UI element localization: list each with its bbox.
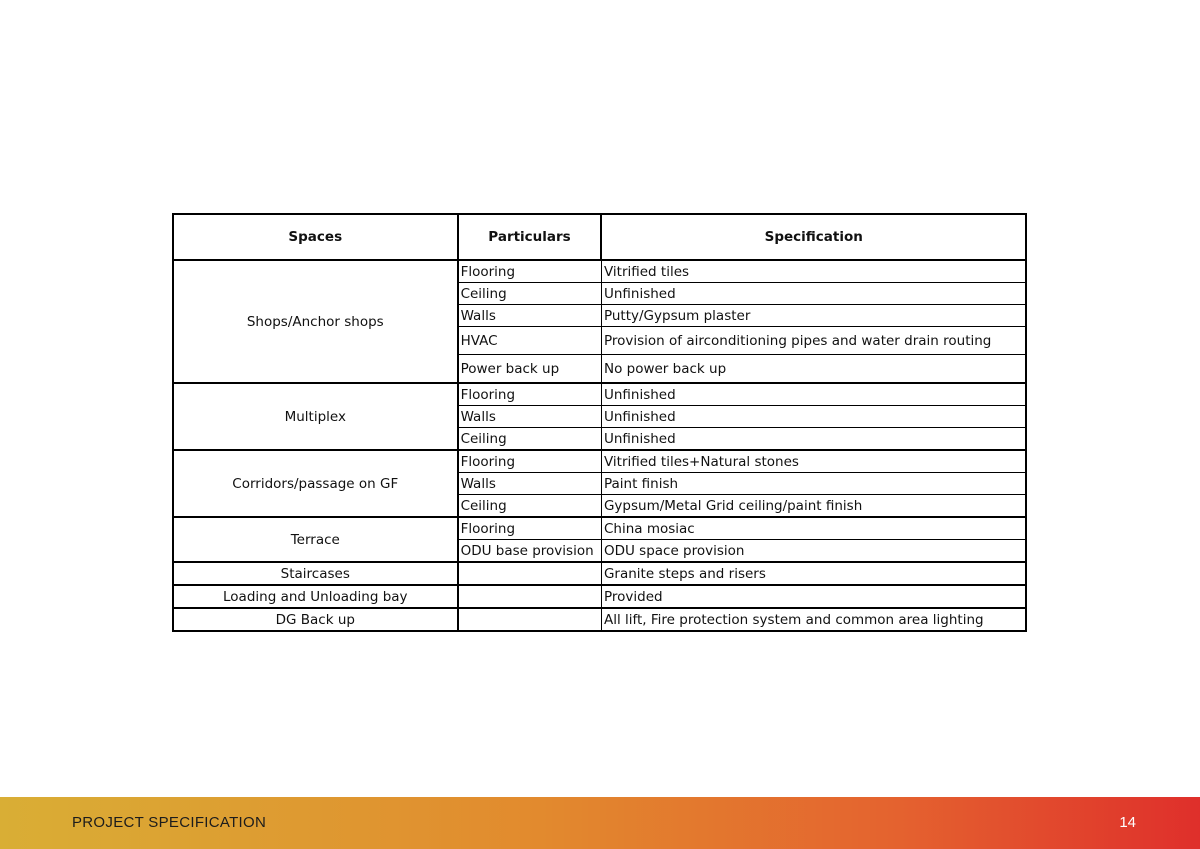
particular-cell: Flooring (458, 517, 602, 540)
space-cell: Multiplex (173, 383, 458, 450)
particular-cell (458, 608, 602, 631)
particular-cell (458, 585, 602, 608)
table-row (173, 383, 1026, 406)
table-row (173, 562, 1026, 585)
specification-cell: Vitrified tiles (601, 260, 1026, 283)
footer-bar (0, 797, 1200, 849)
specification-cell: Provided (601, 585, 1026, 608)
particular-cell: Flooring (458, 450, 602, 473)
specification-cell: Gypsum/Metal Grid ceiling/paint finish (601, 495, 1026, 518)
space-cell: Shops/Anchor shops (173, 260, 458, 383)
particular-cell: Power back up (458, 355, 602, 384)
specification-cell: Paint finish (601, 473, 1026, 495)
particular-cell: Walls (458, 305, 602, 327)
specification-cell: Unfinished (601, 428, 1026, 451)
space-cell: Loading and Unloading bay (173, 585, 458, 608)
particular-cell: Walls (458, 473, 602, 495)
header-specification: Specification (601, 214, 1026, 260)
specification-cell: Vitrified tiles+Natural stones (601, 450, 1026, 473)
header-spaces: Spaces (173, 214, 458, 260)
table-header-row (173, 214, 1026, 260)
particular-cell: Walls (458, 406, 602, 428)
specification-cell: ODU space provision (601, 540, 1026, 563)
space-cell: Terrace (173, 517, 458, 562)
specification-cell: All lift, Fire protection system and common area lighting (601, 608, 1026, 631)
particular-cell: Ceiling (458, 495, 602, 518)
table-row (173, 608, 1026, 631)
space-cell: Corridors/passage on GF (173, 450, 458, 517)
particular-cell: HVAC (458, 327, 602, 355)
particular-cell: ODU base provision (458, 540, 602, 563)
header-particulars: Particulars (458, 214, 602, 260)
footer-title: PROJECT SPECIFICATION (72, 814, 267, 831)
specification-cell: Granite steps and risers (601, 562, 1026, 585)
specification-cell: Putty/Gypsum plaster (601, 305, 1026, 327)
table-row (173, 260, 1026, 283)
page-number: 14 (1119, 814, 1136, 831)
specification-cell: No power back up (601, 355, 1026, 384)
space-cell: Staircases (173, 562, 458, 585)
particular-cell (458, 562, 602, 585)
particular-cell: Ceiling (458, 283, 602, 305)
particular-cell: Flooring (458, 260, 602, 283)
specification-cell: Unfinished (601, 283, 1026, 305)
table-row (173, 585, 1026, 608)
specification-cell: Unfinished (601, 406, 1026, 428)
particular-cell: Ceiling (458, 428, 602, 451)
space-cell: DG Back up (173, 608, 458, 631)
table-row (173, 450, 1026, 473)
specification-cell: China mosiac (601, 517, 1026, 540)
particular-cell: Flooring (458, 383, 602, 406)
specification-table (172, 213, 1027, 632)
specification-cell: Unfinished (601, 383, 1026, 406)
table-row (173, 517, 1026, 540)
specification-cell: Provision of airconditioning pipes and water drain routing (601, 327, 1026, 355)
